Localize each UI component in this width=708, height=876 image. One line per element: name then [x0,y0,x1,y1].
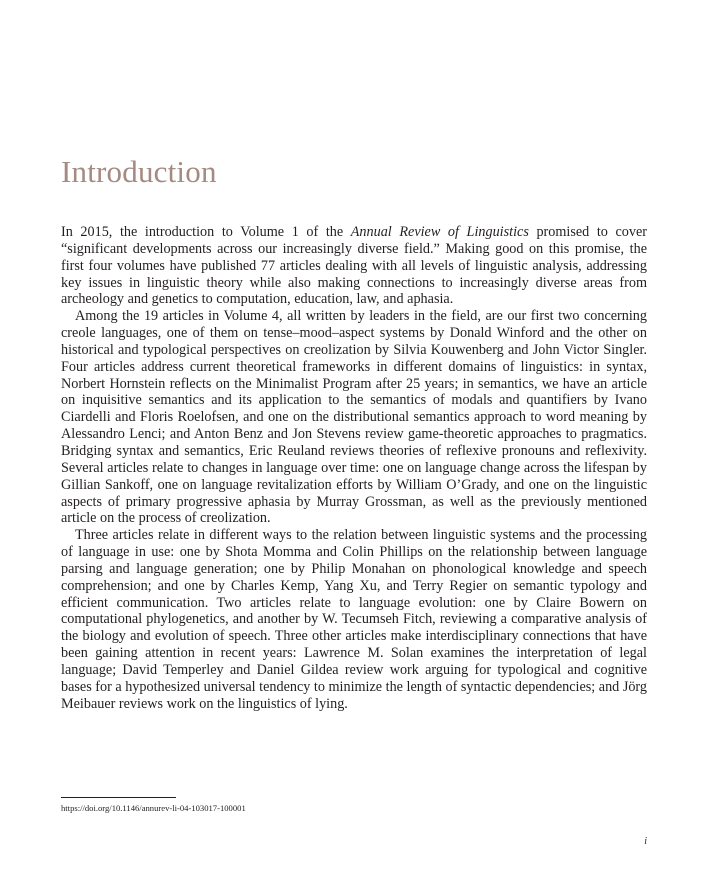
page-number: i [644,836,647,847]
paragraph-2: Among the 19 articles in Volume 4, all written by leaders in the field, are our first two concerning creole languages, one of them on tense–mood–aspect systems by Donald Winford and the other on historical and typological perspectives on creolization by Silvia Kouwenberg and John Victor Singler. Four articles address current theoretical frameworks in different domains of linguistics: in syntax, Norbert Hornstein reflects on the Minimalist Program after 25 years; in semantics, we have an article on inquisitive semantics and its application to the semantics of modals and quantifiers by Ivano Ciardelli and Floris Roelofsen, and one on the distributional semantics approach to word meaning by Alessandro Lenci; and Anton Benz and Jon Stevens review game-theoretic approaches to pragmatics. Bridging syntax and semantics, Eric Reuland reviews theories of reflexive pronouns and reflexivity. Several articles relate to changes in language over time: one on language change across the lifespan by Gillian Sankoff, one on language revitalization efforts by William O’Grady, and one on the linguistic aspects of primary progressive aphasia by Murray Grossman, as well as the previously mentioned article on the process of creolization. [61,308,647,527]
paragraph-3: Three articles relate in different ways to the relation between linguistic systems and the processing of language in use: one by Shota Momma and Colin Phillips on the relationship between language parsing and language generation; one by Philip Monahan on phonological knowledge and speech comprehension; and one by Charles Kemp, Yang Xu, and Terry Regier on semantic typology and efficient communication. Two articles relate to language evolution: one by Claire Bowern on computational phylogenetics, and another by W. Tecumseh Fitch, reviewing a comparative analysis of the biology and evolution of speech. Three other articles make interdisciplinary connections that have been gaining attention in recent years: Lawrence M. Solan examines the interpretation of legal language; David Temperley and Daniel Gildea review work arguing for typological and cognitive bases for a hypothesized universal tendency to minimize the length of syntactic dependencies; and Jörg Meibauer reviews work on the linguistics of lying. [61,527,647,712]
footnote-rule [61,797,176,798]
doi-link[interactable]: https://doi.org/10.1146/annurev-li-04-103017-100001 [61,803,246,813]
paragraph-1-lead: In 2015, the introduction to Volume 1 of the [61,224,351,240]
paragraph-1-rest: promised to cover “significant developments across our increasingly diverse field.” Making good on this promise, the first four volumes have published 77 articles dealing with all levels of linguistic analysis, addressing key issues in linguistic theory while also making connections to increasingly diverse areas from archeology and genetics to computation, education, law, and aphasia. [61,224,647,308]
page-title: Introduction [61,154,217,189]
body-text [61,224,647,712]
paragraph-1 [61,224,647,308]
journal-title-italic: Annual Review of Linguistics [350,224,529,240]
